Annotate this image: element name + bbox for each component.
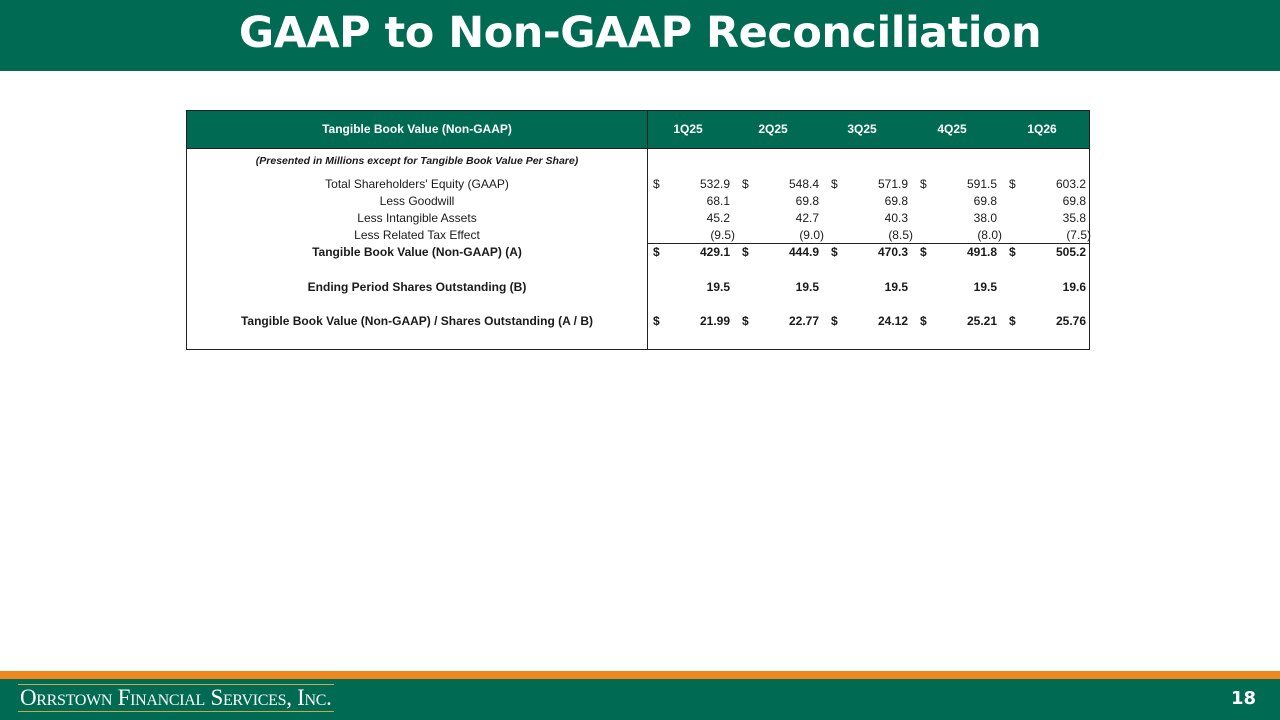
- currency-symbol: $: [920, 177, 927, 191]
- table-row: [187, 279, 1089, 296]
- currency-symbol: $: [1009, 177, 1016, 191]
- cell-value: 45.2: [706, 211, 730, 225]
- cell-value: 25.76: [1055, 314, 1086, 328]
- currency-symbol: $: [831, 245, 838, 259]
- cell-value: 42.7: [795, 211, 819, 225]
- cell-value: 69.8: [884, 194, 908, 208]
- value-cell-1q25: [653, 210, 730, 227]
- value-cell-4q25: [920, 279, 997, 296]
- table-header: [187, 111, 1089, 149]
- value-cell-4q25: [920, 193, 997, 210]
- cell-value: (7.5): [1066, 228, 1091, 242]
- value-cell-1q25: [653, 176, 730, 193]
- cell-value: 68.1: [706, 194, 730, 208]
- cell-value: 19.6: [1062, 280, 1086, 294]
- currency-symbol: $: [742, 245, 749, 259]
- table-row: [187, 244, 1089, 261]
- col-header-4q25: 4Q25: [937, 122, 967, 136]
- cell-value: 35.8: [1062, 211, 1086, 225]
- cell-value: 19.5: [884, 280, 908, 294]
- reconciliation-table: [186, 110, 1090, 350]
- cell-value: 571.9: [877, 177, 908, 191]
- footer-accent-stripe: [0, 671, 1280, 679]
- table-row: [187, 176, 1089, 193]
- value-cell-1q25: [653, 193, 730, 210]
- value-cell-2q25: [742, 176, 819, 193]
- cell-value: 603.2: [1055, 177, 1086, 191]
- currency-symbol: $: [653, 314, 660, 328]
- table-row: [187, 210, 1089, 227]
- value-cell-4q25: [920, 313, 997, 330]
- cell-value: 38.0: [973, 211, 997, 225]
- cell-value: 591.5: [966, 177, 997, 191]
- value-cell-3q25: [831, 227, 913, 244]
- col-header-2q25: 2Q25: [758, 122, 788, 136]
- slide-title: GAAP to Non-GAAP Reconciliation: [238, 8, 1042, 58]
- cell-value: 444.9: [788, 245, 819, 259]
- row-label: Tangible Book Value (Non-GAAP) (A): [312, 245, 522, 259]
- currency-symbol: $: [831, 314, 838, 328]
- cell-value: 429.1: [699, 245, 730, 259]
- cell-value: (9.0): [799, 228, 824, 242]
- col-header-3q25: 3Q25: [847, 122, 877, 136]
- cell-value: (8.0): [977, 228, 1002, 242]
- cell-value: 22.77: [788, 314, 819, 328]
- currency-symbol: $: [831, 177, 838, 191]
- page-number: 18: [1230, 688, 1256, 709]
- value-cell-1q26: [1009, 176, 1086, 193]
- cell-value: 69.8: [795, 194, 819, 208]
- table-row: [187, 313, 1089, 330]
- cell-value: 24.12: [877, 314, 908, 328]
- value-cell-4q25: [920, 244, 997, 261]
- cell-value: 19.5: [706, 280, 730, 294]
- cell-value: 19.5: [973, 280, 997, 294]
- subtotal-line: [647, 243, 1089, 244]
- value-cell-4q25: [920, 176, 997, 193]
- cell-value: (9.5): [710, 228, 735, 242]
- value-cell-4q25: [920, 227, 1002, 244]
- col-header-1q26: 1Q26: [1027, 122, 1057, 136]
- value-cell-2q25: [742, 193, 819, 210]
- cell-value: 69.8: [973, 194, 997, 208]
- currency-symbol: $: [1009, 314, 1016, 328]
- currency-symbol: $: [920, 314, 927, 328]
- value-cell-3q25: [831, 313, 908, 330]
- cell-value: 532.9: [699, 177, 730, 191]
- cell-value: 40.3: [884, 211, 908, 225]
- header-label: Tangible Book Value (Non-GAAP): [322, 122, 512, 136]
- row-label: Ending Period Shares Outstanding (B): [307, 280, 527, 294]
- row-label: Less Goodwill: [379, 194, 455, 208]
- title-bar: [0, 0, 1280, 71]
- value-cell-3q25: [831, 193, 908, 210]
- value-cell-1q25: [653, 313, 730, 330]
- cell-value: 548.4: [788, 177, 819, 191]
- row-label: Total Shareholders' Equity (GAAP): [325, 177, 509, 191]
- cell-value: 69.8: [1062, 194, 1086, 208]
- value-cell-3q25: [831, 244, 908, 261]
- currency-symbol: $: [742, 177, 749, 191]
- currency-symbol: $: [742, 314, 749, 328]
- row-label: Less Related Tax Effect: [354, 228, 480, 242]
- value-cell-3q25: [831, 210, 908, 227]
- value-cell-2q25: [742, 313, 819, 330]
- value-cell-1q26: [1009, 193, 1086, 210]
- value-cell-1q26: [1009, 210, 1086, 227]
- cell-value: 25.21: [966, 314, 997, 328]
- value-cell-1q25: [653, 227, 735, 244]
- table-row: [187, 227, 1089, 244]
- cell-value: (8.5): [888, 228, 913, 242]
- units-note: (Presented in Millions except for Tangible Book Value Per Share): [255, 155, 579, 167]
- value-cell-4q25: [920, 210, 997, 227]
- row-label: Tangible Book Value (Non-GAAP) / Shares Outstanding (A / B): [240, 314, 594, 328]
- value-cell-1q25: [653, 279, 730, 296]
- value-cell-2q25: [742, 227, 824, 244]
- currency-symbol: $: [1009, 245, 1016, 259]
- value-cell-1q26: [1009, 227, 1091, 244]
- value-cell-3q25: [831, 176, 908, 193]
- col-header-1q25: 1Q25: [673, 122, 703, 136]
- value-cell-2q25: [742, 210, 819, 227]
- cell-value: 470.3: [877, 245, 908, 259]
- currency-symbol: $: [653, 245, 660, 259]
- cell-value: 491.8: [966, 245, 997, 259]
- value-cell-3q25: [831, 279, 908, 296]
- value-cell-2q25: [742, 244, 819, 261]
- currency-symbol: $: [920, 245, 927, 259]
- value-cell-1q26: [1009, 313, 1086, 330]
- value-cell-1q26: [1009, 279, 1086, 296]
- cell-value: 19.5: [795, 280, 819, 294]
- company-logo: Orrstown Financial Services, Inc.: [20, 685, 332, 710]
- currency-symbol: $: [653, 177, 660, 191]
- value-cell-1q26: [1009, 244, 1086, 261]
- row-label: Less Intangible Assets: [357, 211, 477, 225]
- value-cell-1q25: [653, 244, 730, 261]
- table-row: [187, 193, 1089, 210]
- cell-value: 505.2: [1055, 245, 1086, 259]
- value-cell-2q25: [742, 279, 819, 296]
- cell-value: 21.99: [699, 314, 730, 328]
